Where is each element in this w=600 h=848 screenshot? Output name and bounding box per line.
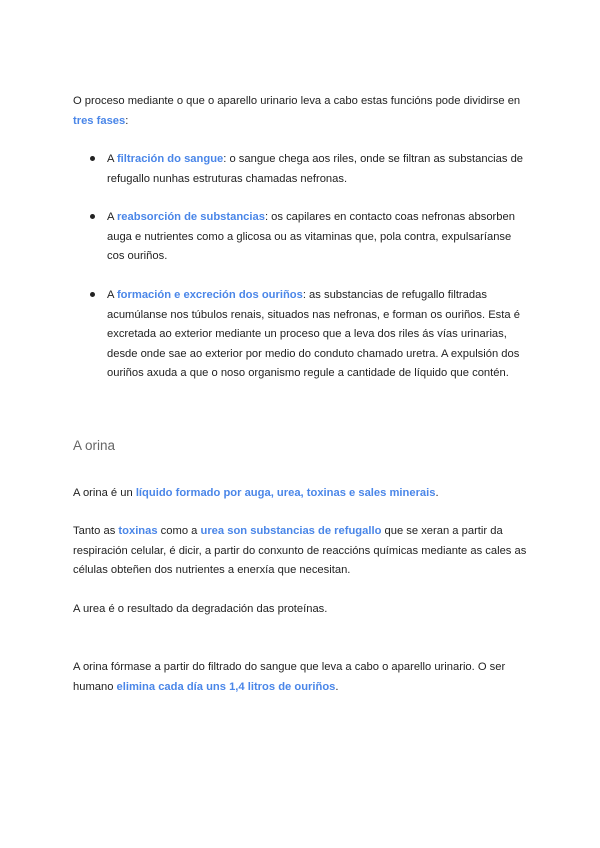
toxins-paragraph	[73, 522, 533, 581]
phase-highlight: reabsorción de substancias	[116, 211, 265, 223]
p2-a: Tanto as	[73, 525, 119, 537]
p1-text: A orina é un	[73, 487, 136, 499]
intro-paragraph	[73, 92, 533, 131]
p1-highlight: líquido formado por auga, urea, toxinas e sales minerais	[135, 487, 436, 499]
phase-prefix: A	[107, 153, 117, 165]
p2-highlight-urea: urea son substancias de refugallo	[200, 525, 382, 537]
p2-b: como a	[157, 525, 201, 537]
bullet-icon	[90, 292, 95, 297]
list-item-formation	[90, 286, 530, 384]
intro-suffix: :	[125, 114, 129, 127]
orina-definition	[73, 484, 533, 504]
intro-text: O proceso mediante o que o aparello urinario leva a cabo estas funcións pode dividirse en	[73, 95, 521, 107]
phase-text: : os capilares en contacto coas nefronas absorben auga e nutrientes como a glicosa ou as vitaminas que, pola contra, expulsaríanse cos ouriños.	[107, 211, 515, 262]
p4-text: A orina fórmase a partir do filtrado do sangue que leva a cabo o aparello urinario. O ser humano	[73, 661, 506, 693]
list-item-reabsorption	[90, 208, 530, 267]
phase-text: : as substancias de refugallo filtradas acumúlanse nos túbulos renais, situados nas nefronas, e forman os ouriños. Esta é excretada ao exterior mediante un proceso que a leva dos riles ás vías urinarias, desde onde sae ao exterior por medio do conduto chamado uretra. A expulsión dos ouriños axuda a que o noso organismo regule a cantidade de líquido que contén.	[107, 289, 520, 379]
section-title: A orina	[73, 438, 116, 453]
urea-paragraph: A urea é o resultado da degradación das proteínas.	[73, 603, 328, 615]
intro-highlight: tres fases	[73, 114, 126, 127]
p1-suffix: .	[435, 487, 439, 499]
phase-text: : o sangue chega aos riles, onde se filtran as substancias de refugallo nunhas estruturas chamadas nefronas.	[107, 153, 524, 185]
phase-highlight: formación e excreción dos ouriños	[116, 289, 303, 301]
p2-highlight-toxins: toxinas	[118, 525, 158, 537]
formation-paragraph	[73, 658, 533, 697]
phase-highlight: filtración do sangue	[116, 153, 224, 165]
list-item-filtration	[90, 150, 530, 189]
p2-c: que se xeran a partir da respiración celular, é dicir, a partir do conxunto de reaccións químicas mediante as cales as células obteñen dos nutrientes a enerxía que necesitan.	[73, 525, 527, 576]
phase-prefix: A	[107, 211, 117, 223]
p4-suffix: .	[335, 680, 339, 693]
p4-highlight: elimina cada día uns 1,4 litros de ouriños	[116, 680, 336, 693]
bullet-icon	[90, 214, 95, 219]
bullet-icon	[90, 156, 95, 161]
phase-prefix: A	[107, 289, 117, 301]
